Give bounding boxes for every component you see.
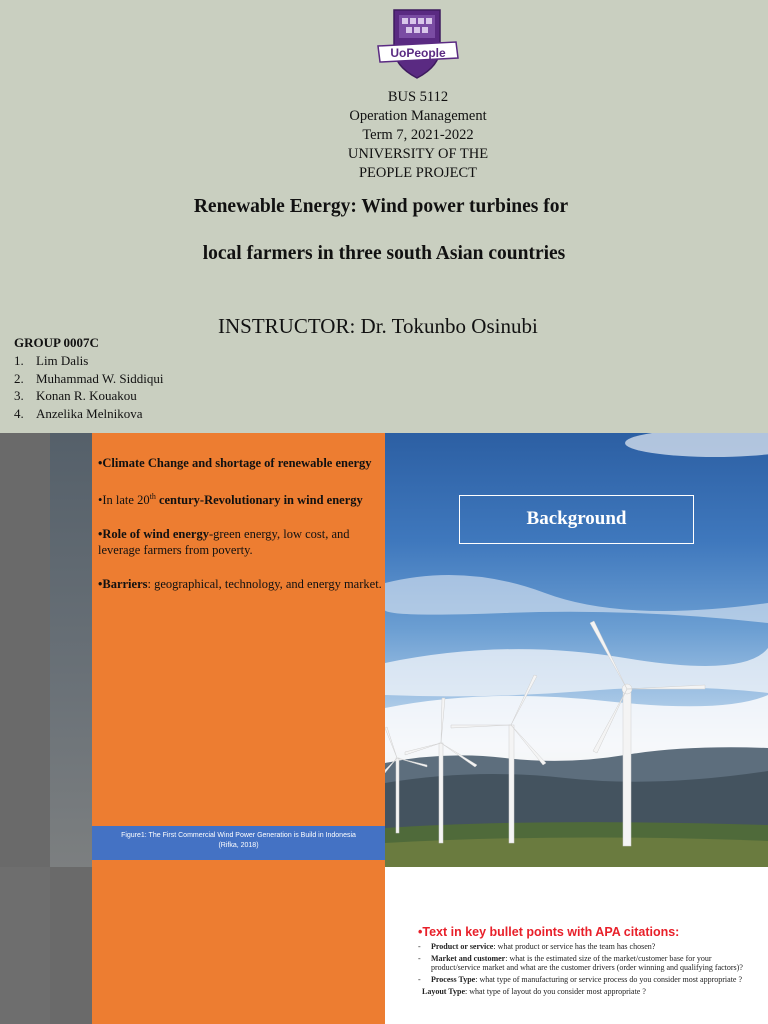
list-item: 4. Anzelika Melnikova [14,405,143,421]
group-title: GROUP 0007C [14,335,99,350]
bullet-revolution: •In late 20th century-Revolutionary in wind energy [98,492,363,508]
course-code: BUS 5112 [387,89,449,105]
instructor-name: INSTRUCTOR: Dr. Tokunbo Osinubi [218,314,538,338]
background-slide [0,433,768,867]
university-line2: PEOPLE PROJECT [358,165,478,181]
list-item: - Process Type: what type of manufacturing or service process do you consider most appropriate ? [418,975,743,984]
project-title-line2: local farmers in three south Asian countries [202,243,566,264]
logo-text: UoPeople [390,46,446,60]
title-slide [0,0,768,433]
course-info [0,88,768,183]
university-line1: UNIVERSITY OF THE [347,146,489,162]
key-points-list [418,942,753,999]
bullet-climate: •Climate Change and shortage of renewable energy [98,456,372,470]
bullet-role: •Role of wind energy-green energy, low cost, and leverage farmers from poverty. [98,527,350,558]
list-item: 3. Konan R. Kouakou [14,388,137,403]
figure-caption: Figure1: The First Commercial Wind Power Generation is Build in Indonesia (Rifka, 2018) [92,826,385,860]
list-item: - Market and customer: what is the estimated size of the market/customer base for your product/service market and what are the customer drivers (order winning and qualifying factors)? [418,954,743,972]
course-name: Operation Management [349,108,487,124]
bullet-barriers: •Barriers: geographical, technology, and energy market. [98,577,382,592]
member-list [14,352,163,422]
list-item: 2. Muhammad W. Siddiqui [14,370,164,386]
project-title-line1: Renewable Energy: Wind power turbines for [193,196,569,217]
course-term: Term 7, 2021-2022 [362,127,474,143]
slide-title-background: Background [459,495,694,544]
content-slide [0,867,768,1024]
list-item: - Product or service: what product or service has the team has chosen? [418,942,656,951]
list-item: 1. Lim Dalis [14,353,89,368]
slide-heading: •Text in key bullet points with APA citations: [418,925,680,939]
side-panel [0,433,50,867]
background-bullets [98,455,382,610]
list-item: Layout Type: what type of layout do you consider most appropriate ? [422,987,646,996]
side-panel-dark [0,867,50,1024]
side-photo-strip [50,433,92,867]
uopeople-logo [372,8,462,82]
orange-panel [92,867,385,1024]
